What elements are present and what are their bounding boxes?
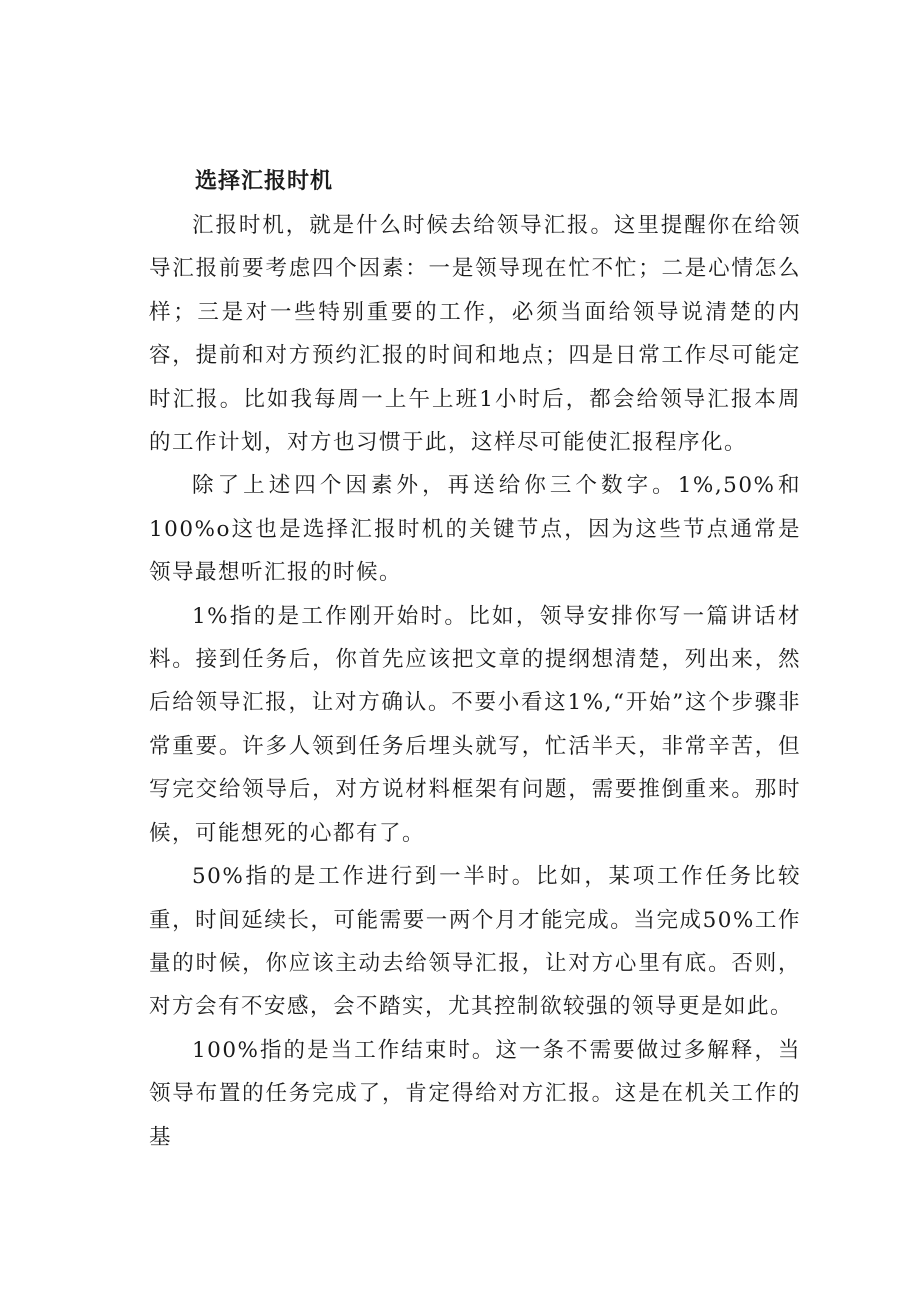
paragraph-hundred-percent: 100%指的是当工作结束时。这一条不需要做过多解释，当领导布置的任务完成了，肯定得给对方汇报。这是在机关工作的基 bbox=[149, 1037, 801, 1150]
document-body bbox=[149, 160, 801, 1159]
paragraph-timing-factors: 汇报时机，就是什么时候去给领导汇报。这里提醒你在给领导汇报前要考虑四个因素：一是领导现在忙不忙；二是心情怎么样；三是对一些特别重要的工作，必须当面给领导说清楚的内容，提前和对方预约汇报的时间和地点；四是日常工作尽可能定时汇报。比如我每周一上午上班1小时后，都会给领导汇报本周的工作计划，对方也习惯于此，这样尽可能使汇报程序化。 bbox=[149, 213, 801, 456]
paragraph-three-numbers: 除了上述四个因素外，再送给你三个数字。1%,50%和100%o这也是选择汇报时机的关键节点，因为这些节点通常是领导最想听汇报的时候。 bbox=[149, 473, 801, 586]
section-heading: 选择汇报时机 bbox=[195, 169, 334, 194]
paragraph-one-percent: 1%指的是工作刚开始时。比如，领导安排你写一篇讲话材料。接到任务后，你首先应该把文章的提纲想清楚，列出来，然后给领导汇报，让对方确认。不要小看这1%,“开始”这个步骤非常重要。许多人领到任务后埋头就写，忙活半天，非常辛苦，但写完交给领导后，对方说材料框架有问题，需要推倒重来。那时候，可能想死的心都有了。 bbox=[149, 603, 801, 846]
paragraph-fifty-percent: 50%指的是工作进行到一半时。比如，某项工作任务比较重，时间延续长，可能需要一两个月才能完成。当完成50%工作量的时候，你应该主动去给领导汇报，让对方心里有底。否则，对方会有不安感，会不踏实，尤其控制欲较强的领导更是如此。 bbox=[149, 864, 801, 1020]
